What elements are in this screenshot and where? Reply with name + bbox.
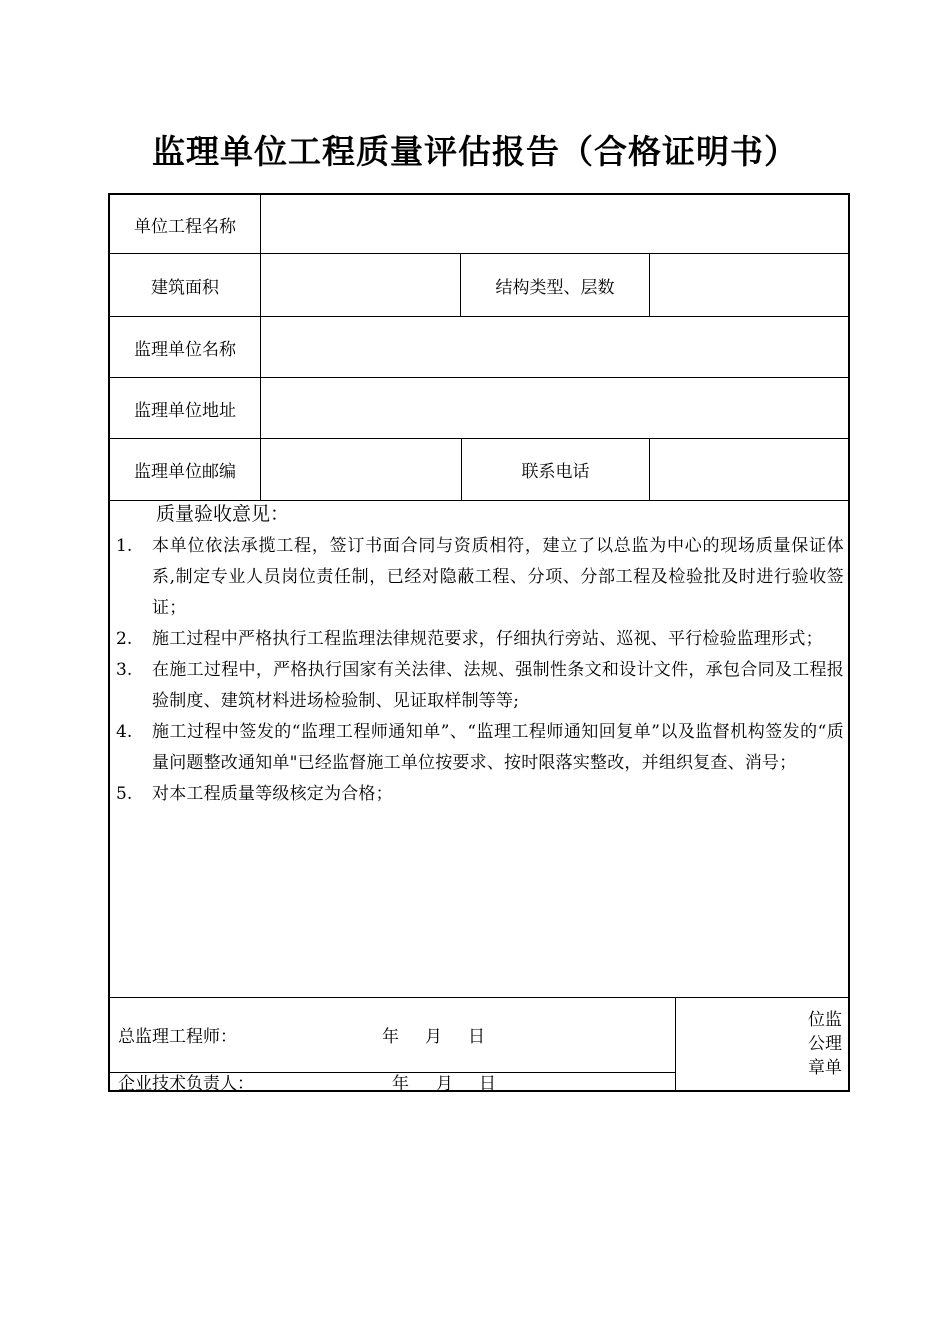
value-structure-type-floors[interactable]: [650, 254, 848, 316]
label-building-area: 建筑面积: [151, 277, 219, 298]
opinion-item-text: 本单位依法承揽工程，签订书面合同与资质相符，建立了以总监为中心的现场质量保证体系,制定专业人员岗位责任制，已经对隐蔽工程、分项、分部工程及检验批及时进行验收签证；: [152, 536, 844, 618]
border-right: [848, 193, 850, 1092]
opinion-item: [112, 717, 844, 779]
opinion-item: [112, 624, 844, 655]
value-supervision-unit-name[interactable]: [261, 317, 848, 377]
opinion-item: [112, 531, 844, 624]
opinion-heading: 质量验收意见：: [156, 503, 290, 525]
value-contact-phone[interactable]: [650, 439, 848, 500]
seal-line: 位监: [808, 1010, 842, 1030]
label-contact-phone: 联系电话: [521, 462, 590, 482]
value-building-area[interactable]: [261, 254, 460, 316]
row-line-6: [108, 997, 850, 998]
opinion-item: [112, 655, 844, 717]
opinion-item-number: 5.: [116, 784, 133, 804]
supervision-unit-seal: [798, 1008, 842, 1080]
label-unit-project-name: 单位工程名称: [134, 216, 236, 237]
label-supervision-unit-postcode: 监理单位邮编: [134, 462, 236, 482]
opinion-item-text: 施工过程中签发的“监理工程师通知单”、“监理工程师通知回复单”以及监督机构签发的“质量问题整改通知单"已经监督施工单位按要求、按时限落实整改，并组织复查、消号；: [152, 722, 844, 773]
tech-lead-date-year: 年: [392, 1074, 409, 1094]
tech-lead-label: 企业技术负责人：: [118, 1074, 254, 1094]
opinion-item-text: 在施工过程中，严格执行国家有关法律、法规、强制性条文和设计文件，承包合同及工程报验制度、建筑材料进场检验制、见证取样制等等;: [152, 660, 844, 711]
opinion-item-text: 施工过程中严格执行工程监理法律规范要求，仔细执行旁站、巡视、平行检验监理形式；: [152, 629, 823, 649]
evaluation-form: [108, 193, 850, 1092]
value-supervision-unit-postcode[interactable]: [261, 439, 461, 500]
value-unit-project-name[interactable]: [261, 195, 848, 253]
tech-lead-date-month: 月: [436, 1074, 453, 1094]
page-title: 监理单位工程质量评估报告（合格证明书）: [152, 132, 798, 171]
opinion-item-number: 1.: [116, 536, 133, 556]
tech-lead-date-day: 日: [479, 1074, 496, 1094]
opinion-item-number: 3.: [116, 660, 133, 680]
chief-engineer-label: 总监理工程师：: [118, 1027, 237, 1047]
col-line-seal: [675, 998, 676, 1091]
chief-engineer-date-year: 年: [382, 1027, 399, 1047]
opinion-item-number: 4.: [116, 722, 133, 742]
chief-engineer-date-day: 日: [468, 1027, 485, 1047]
seal-line: 公理: [808, 1034, 842, 1054]
quality-acceptance-opinion: [112, 499, 844, 810]
value-supervision-unit-address[interactable]: [261, 378, 848, 438]
opinion-item: [112, 779, 844, 810]
label-supervision-unit-address: 监理单位地址: [134, 400, 236, 421]
opinion-item-text: 对本工程质量等级核定为合格；: [152, 784, 393, 804]
label-structure-type-floors: 结构类型、层数: [495, 277, 615, 298]
label-supervision-unit-name: 监理单位名称: [134, 339, 236, 360]
opinion-item-number: 2.: [116, 629, 133, 649]
chief-engineer-date-month: 月: [425, 1027, 442, 1047]
seal-line: 章单: [808, 1058, 842, 1078]
